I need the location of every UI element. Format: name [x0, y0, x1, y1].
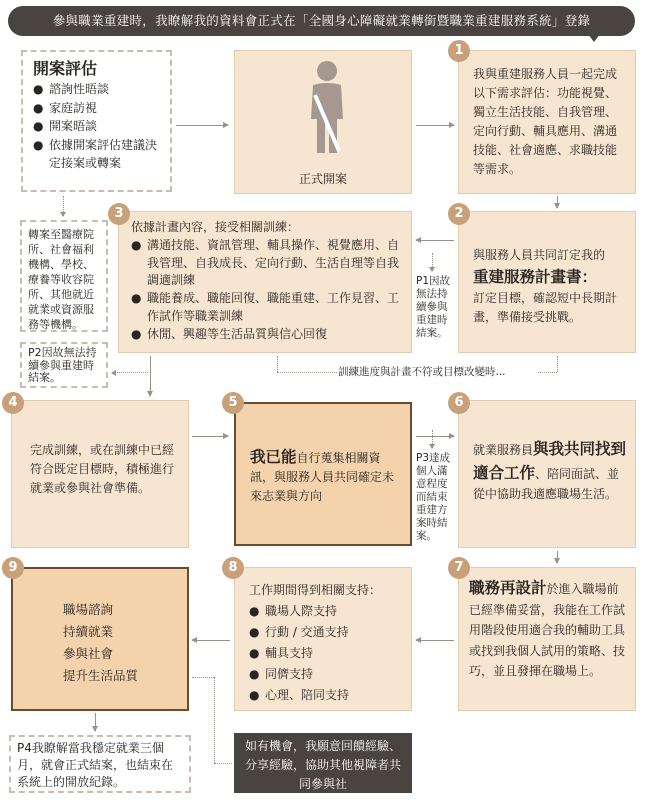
dotted-loop-bottom	[277, 372, 337, 373]
step-2-bold: 重建服務計畫書：	[473, 268, 598, 286]
p4-text: P4我瞭解當我穩定就業三個月，就會正式結案，也結束在系統上的開放紀錄。	[17, 741, 174, 789]
step-3-item: ● 職能養成、職能回復、職能重建、工作見習、工作試作等職業訓練	[131, 290, 403, 326]
step-3-item: ● 休閒、興趣等生活品質與信心回復	[131, 326, 403, 344]
step-3-item: ● 溝通技能、資訊管理、輔具操作、視覺應用、自我管理、自我成長、定向行動、生活自理等自我調適訓練	[131, 237, 403, 290]
step-1-box	[458, 50, 636, 194]
step-4-badge: 4	[2, 392, 24, 414]
dotted-step5-to-p3	[432, 430, 433, 448]
arrow-step6-to-step7	[557, 551, 558, 563]
step-3-list	[131, 237, 403, 344]
step-6-box	[458, 400, 636, 548]
step-2-post: 訂定目標，確認短中長期計畫，準備接受挑戰。	[473, 291, 618, 324]
dotted-to-giveback	[214, 763, 232, 764]
step-8-item: ● 心理、陪同支持	[249, 685, 403, 706]
arrow-step9-to-p4	[95, 713, 96, 731]
registration-banner: 參與職業重建時，我瞭解我的資料會正式在「全國身心障礙就業轉銜暨職業重建服務系統」登錄	[8, 6, 635, 36]
p2-text: P2因故無法持續參與重建時結案。	[28, 346, 97, 384]
person-with-cane-icon	[297, 59, 357, 159]
step-9-badge: 9	[2, 557, 24, 579]
intake-assessment-box	[21, 50, 172, 192]
p3-note: P3達成個人滿意程度而結束重建方案時結案。	[416, 452, 451, 542]
dotted-step2-to-p1	[432, 253, 433, 271]
step-4-text: 完成訓練，或在訓練中已經符合既定目標時，積極進行就業或參與社會準備。	[30, 443, 175, 495]
intake-title: 開案評估	[33, 59, 98, 78]
arrow-case-to-step1	[416, 125, 454, 126]
step-6-pre: 就業服務員	[473, 443, 534, 457]
step-5-text: 自行蒐集相關資訊，與服務人員共同確定未來志業與方向	[250, 451, 395, 503]
formal-case-label: 正式開案	[298, 172, 347, 186]
dotted-step3-to-p2	[112, 372, 148, 373]
step-3-badge: 3	[108, 203, 130, 225]
step-9-line: 持續就業	[63, 624, 114, 639]
arrow-step3-to-step4	[150, 356, 151, 396]
referral-text: 轉案至醫療院所、社會福利機構、學校、療養等收容院所、其他就近就業或資源服務等機構。	[28, 228, 94, 331]
dotted-loop-left	[277, 356, 278, 372]
loop-note: 訓練進度與計畫不符或目標改變時...	[338, 366, 538, 379]
formal-case-box	[234, 50, 412, 194]
step-3-box	[118, 211, 412, 353]
step-8-item: ● 輔具支持	[249, 643, 403, 664]
step-6-badge: 6	[448, 392, 470, 414]
step-2-badge: 2	[448, 203, 470, 225]
intake-item: ● 開案晤談	[33, 117, 164, 136]
step-9-line: 參與社會	[63, 646, 114, 661]
step-7-bold: 職務再設計	[469, 579, 547, 597]
step-5-box	[234, 402, 412, 546]
step-6-post: 、陪同面試、並從中協助我適應職場生活。	[473, 467, 620, 501]
step-8-item: ● 同儕支持	[249, 664, 403, 685]
intake-item: ● 諮詢性晤談	[33, 80, 164, 99]
step-1-text: 我與重建服務人員一起完成以下需求評估：功能視覺、獨立生活技能、自我管理、定向行動、輔具應用、溝通技能、社會適應、求職技能等需求。	[473, 67, 618, 176]
step-6-bold: 與我共同找到適合工作	[473, 440, 627, 482]
p1-note: P1因故無法持續參與重建時結案。	[416, 275, 451, 339]
dotted-intake-to-referral	[63, 196, 64, 216]
step-5-badge: 5	[222, 392, 244, 414]
step-7-badge: 7	[448, 557, 470, 579]
step-8-item: ● 職場人際支持	[249, 601, 403, 622]
dotted-loop-bottom-right	[538, 372, 557, 373]
step-2-pre: 與服務人員共同訂定我的	[473, 248, 606, 262]
step-9-box	[11, 567, 189, 711]
arrow-step8-to-step9	[192, 640, 230, 641]
arrow-step1-to-step2	[557, 196, 558, 208]
arrow-intake-to-case	[176, 125, 228, 126]
step-7-text: 於進入職場前已經準備妥當，我能在工作試用階段使用適合我的輔助工具或找到我個人試用的策略、技巧，並且發揮在職場上。	[469, 582, 626, 678]
dotted-step9-to-giveback-v	[214, 677, 215, 763]
giveback-text: 如有機會，我願意回饋經驗、分享經驗，協助其他視障者共同參與社	[244, 739, 401, 791]
step-5-bold: 我已能	[250, 448, 297, 466]
intake-item: ● 依據開案評估建議決定接案或轉案	[33, 136, 164, 173]
step-7-box	[458, 567, 636, 711]
step-8-list	[249, 601, 403, 706]
giveback-box	[234, 733, 412, 793]
step-2-box	[458, 211, 636, 353]
banner-arrow	[588, 34, 600, 42]
p4-box	[9, 735, 191, 793]
intake-item: ● 家庭訪視	[33, 99, 164, 118]
step-9-line: 職場諮詢	[63, 602, 114, 617]
dotted-step9-to-giveback-h	[192, 677, 214, 678]
dotted-loop-right	[557, 356, 558, 372]
step-1-badge: 1	[448, 40, 470, 62]
arrow-step4-to-step5	[192, 436, 228, 437]
step-3-intro: 依據計畫內容，接受相關訓練：	[131, 220, 300, 234]
arrow-step2-to-step3	[416, 240, 454, 241]
intake-list	[33, 80, 164, 173]
step-8-intro: 工作期間得到相關支持：	[249, 583, 382, 597]
step-9-line: 提升生活品質	[63, 668, 139, 683]
arrow-step5-to-step6	[416, 436, 454, 437]
step-8-box	[234, 567, 412, 711]
step-4-box	[11, 400, 189, 548]
step-8-badge: 8	[222, 557, 244, 579]
arrow-step7-to-step8	[416, 640, 454, 641]
step-8-item: ● 行動 / 交通支持	[249, 622, 403, 643]
